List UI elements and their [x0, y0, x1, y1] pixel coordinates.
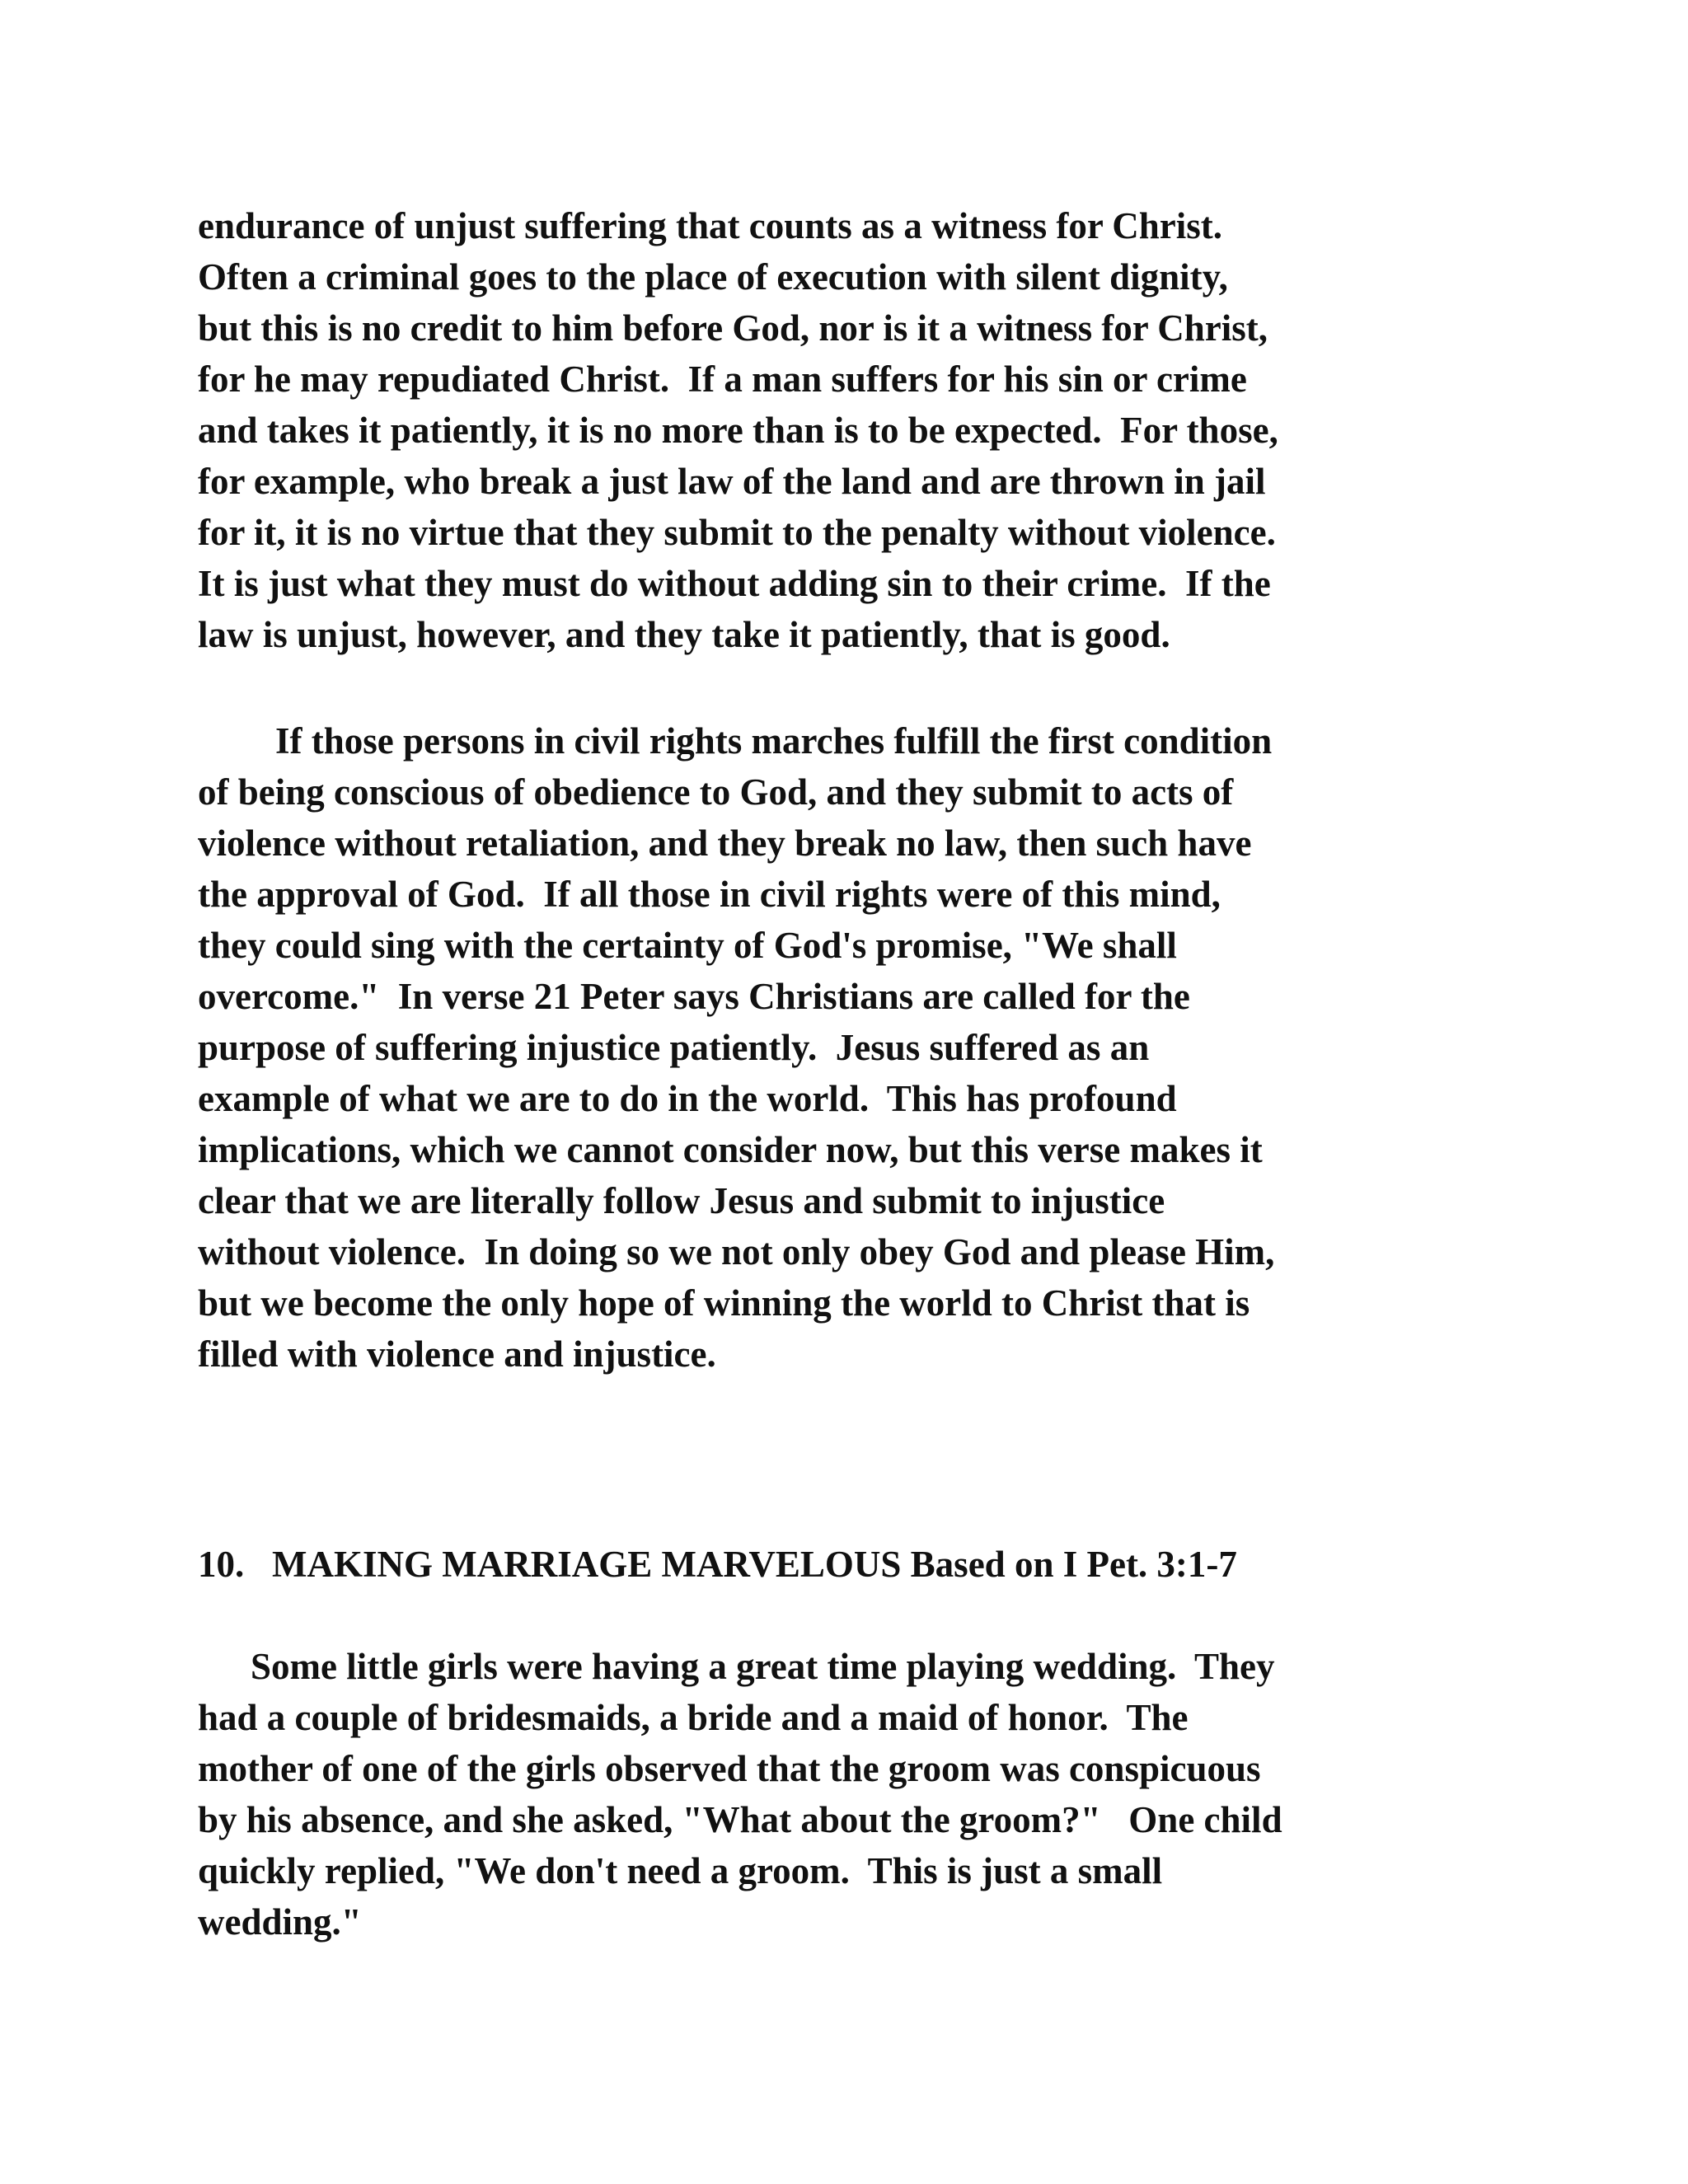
paragraph-line: without violence. In doing so we not only obey God and please Him,	[198, 1231, 1275, 1272]
paragraph-line: they could sing with the certainty of God's promise, "We shall	[198, 925, 1177, 966]
paragraph-line: for example, who break a just law of the land and are thrown in jail	[198, 461, 1266, 502]
paragraph-line: of being conscious of obedience to God, and they submit to acts of	[198, 771, 1234, 813]
paragraph-line: for it, it is no virtue that they submit to the penalty without violence.	[198, 512, 1276, 553]
paragraph-line: implications, which we cannot consider now, but this verse makes it	[198, 1129, 1263, 1170]
paragraph-line: violence without retaliation, and they break no law, then such have	[198, 823, 1252, 864]
paragraph-line: wedding."	[198, 1901, 362, 1943]
paragraph-line: had a couple of bridesmaids, a bride and a maid of honor. The	[198, 1697, 1189, 1738]
paragraph-line: Often a criminal goes to the place of execution with silent dignity,	[198, 256, 1228, 298]
paragraph-line: It is just what they must do without adding sin to their crime. If the	[198, 563, 1271, 604]
paragraph-line: the approval of God. If all those in civil rights were of this mind,	[198, 874, 1221, 915]
paragraph-line: law is unjust, however, and they take it patiently, that is good.	[198, 614, 1170, 655]
paragraph-line: but we become the only hope of winning the world to Christ that is	[198, 1282, 1250, 1324]
paragraph-3	[198, 1641, 1517, 1947]
paragraph-line: overcome." In verse 21 Peter says Christians are called for the	[198, 976, 1190, 1017]
paragraph-line: purpose of suffering injustice patiently. Jesus suffered as an	[198, 1027, 1150, 1068]
section-heading-text: 10. MAKING MARRIAGE MARVELOUS Based on I Pet. 3:1-7	[198, 1544, 1237, 1585]
section-heading	[198, 1539, 1517, 1590]
paragraph-line: filled with violence and injustice.	[198, 1333, 716, 1375]
paragraph-line: for he may repudiated Christ. If a man suffers for his sin or crime	[198, 359, 1247, 400]
paragraph-line: clear that we are literally follow Jesus and submit to injustice	[198, 1180, 1165, 1221]
paragraph-line: endurance of unjust suffering that counts as a witness for Christ.	[198, 205, 1222, 246]
paragraph-2	[198, 715, 1517, 1380]
paragraph-line: by his absence, and she asked, "What about the groom?" One child	[198, 1799, 1282, 1840]
paragraph-line: Some little girls were having a great time playing wedding. They	[251, 1646, 1275, 1687]
paragraph-line: If those persons in civil rights marches fulfill the first condition	[275, 720, 1273, 762]
paragraph-line: example of what we are to do in the world. This has profound	[198, 1078, 1177, 1119]
paragraph-line: but this is no credit to him before God, nor is it a witness for Christ,	[198, 307, 1268, 349]
paragraph-line: quickly replied, "We don't need a groom. This is just a small	[198, 1850, 1163, 1891]
paragraph-line: and takes it patiently, it is no more than is to be expected. For those,	[198, 410, 1278, 451]
paragraph-line: mother of one of the girls observed that the groom was conspicuous	[198, 1748, 1261, 1789]
paragraph-1	[198, 200, 1517, 660]
